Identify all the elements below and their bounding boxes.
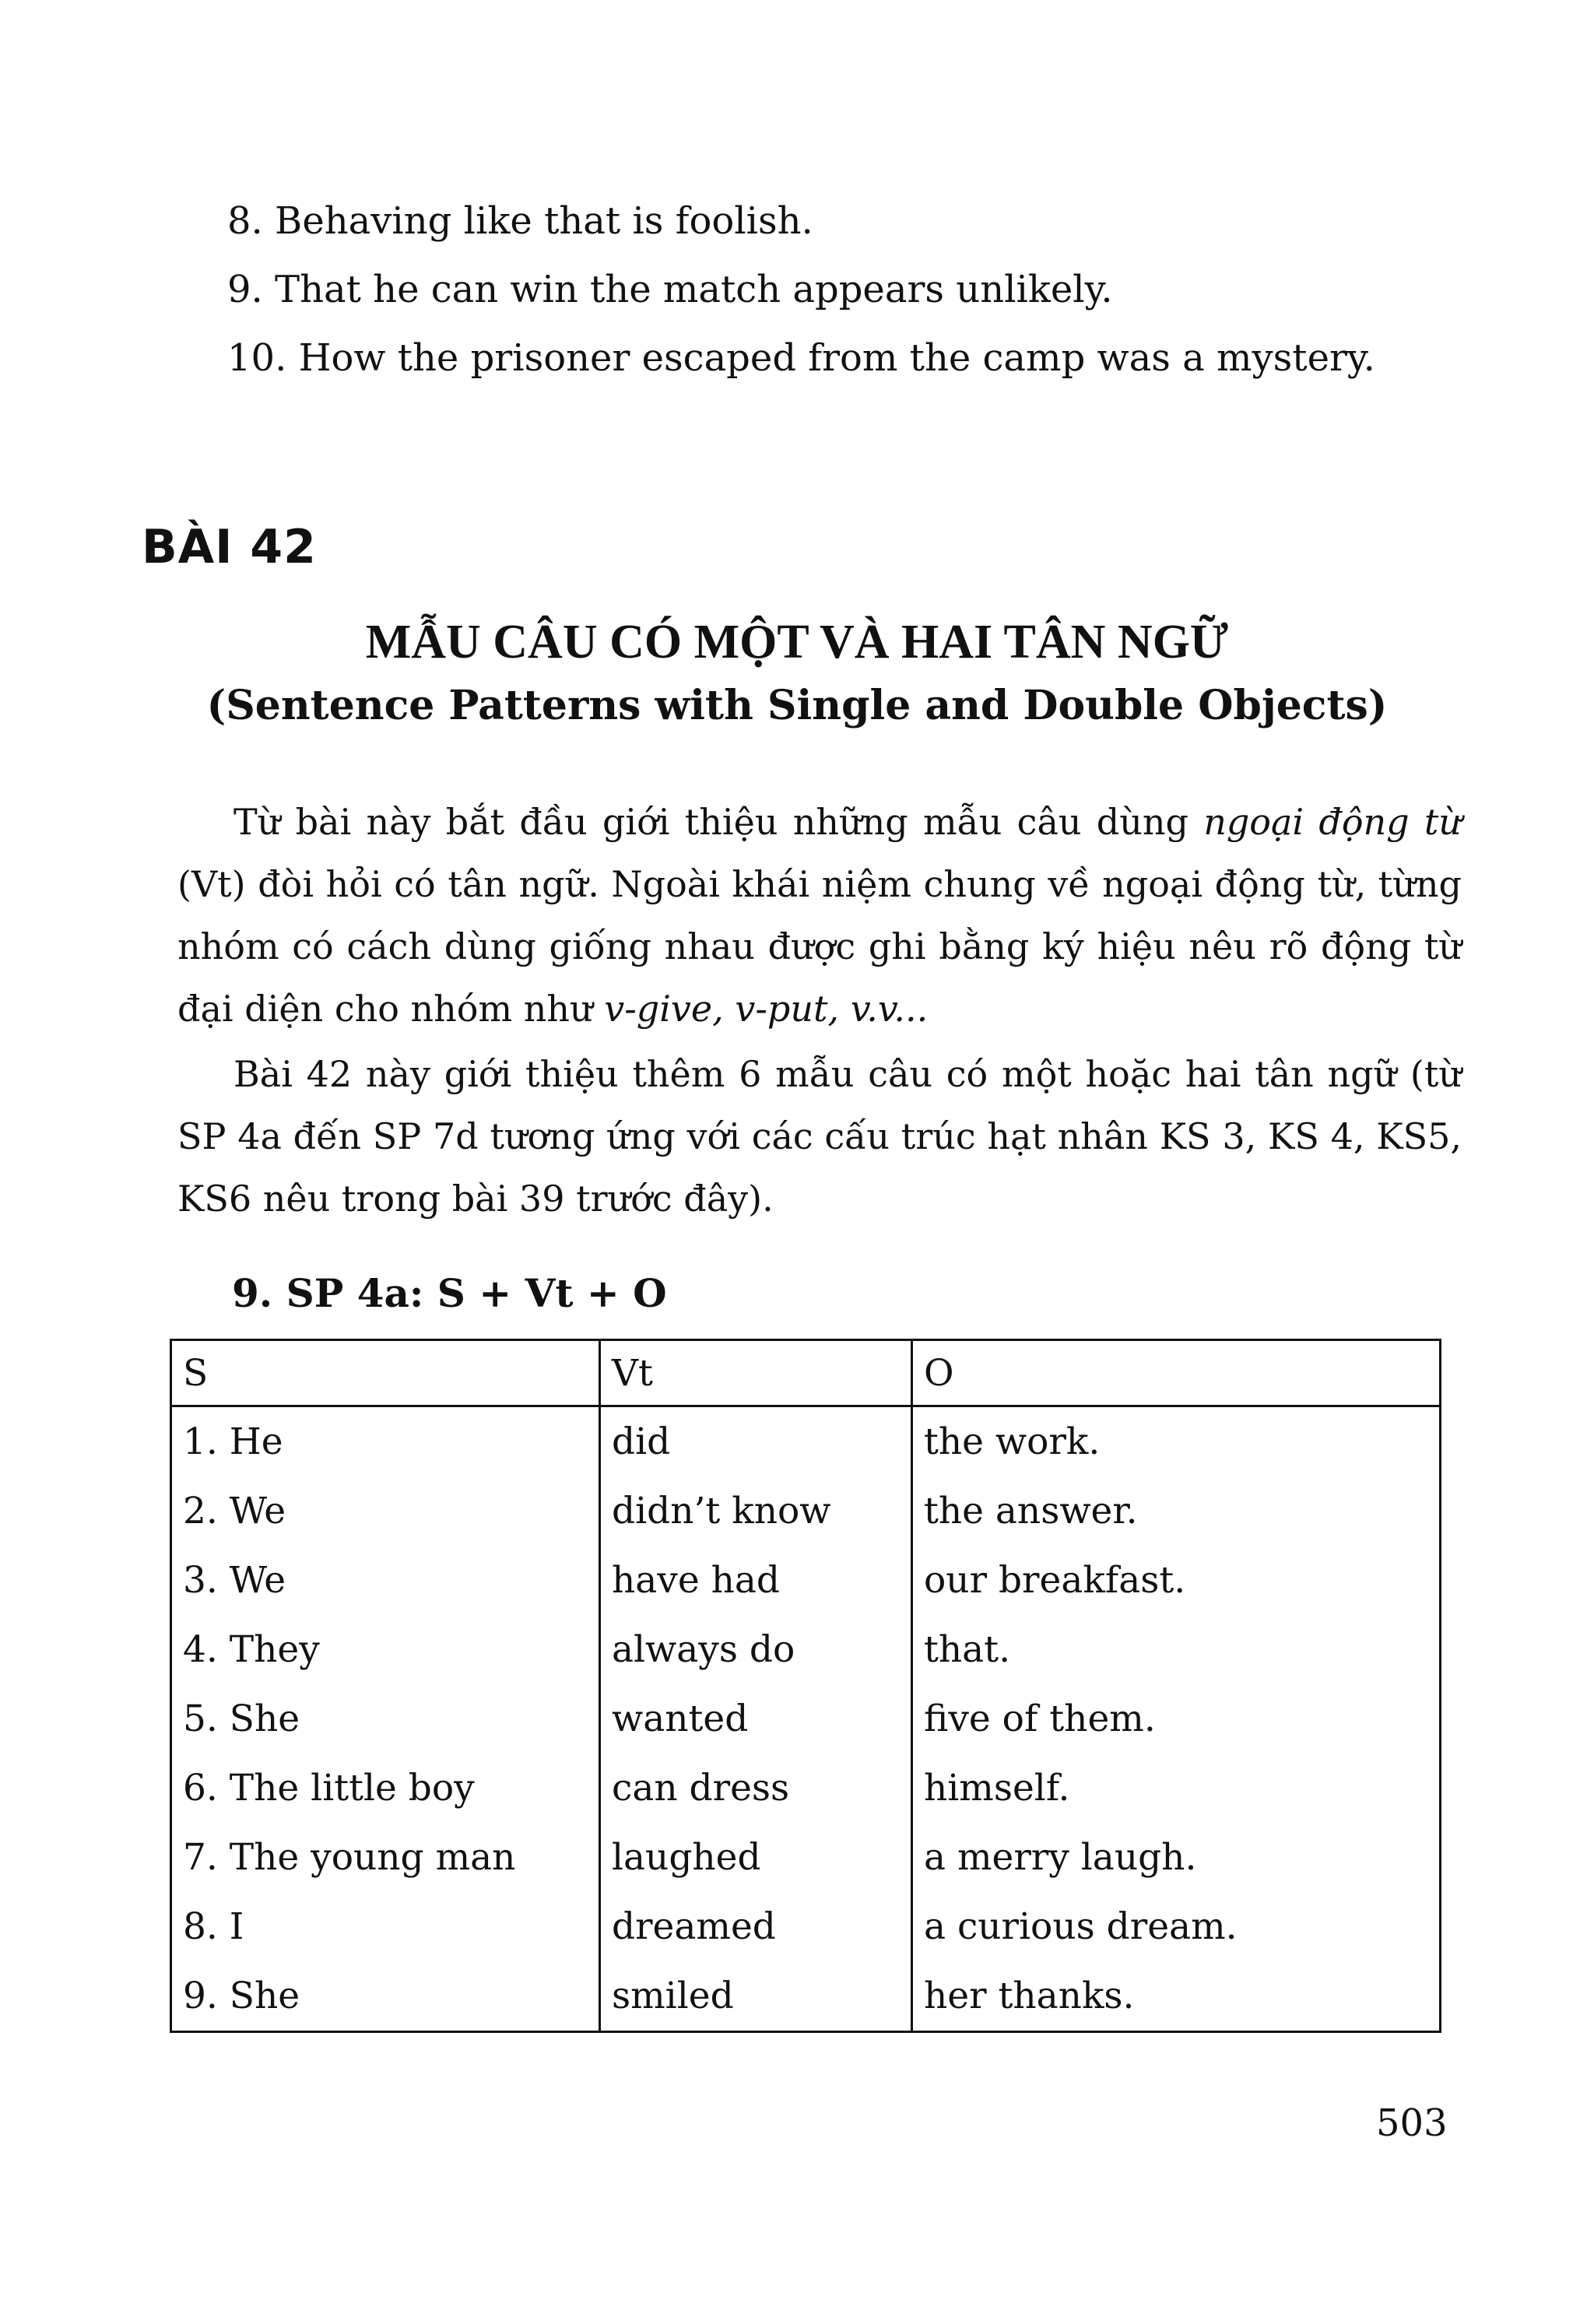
lesson-paragraph: Bài 42 này giới thiệu thêm 6 mẫu câu có một hoặc hai tân ngữ (từ SP 4a đến SP 7d tương ứng với các cấu trúc hạt nhân KS 3, KS 4, KS5, KS6 nêu trong bài 39 trước đây). [177, 1053, 1462, 1220]
cell-verb: dreamed [600, 1892, 912, 1961]
cell-subject: 3. We [171, 1546, 600, 1615]
cell-subject: 4. They [171, 1615, 600, 1684]
table-row [171, 1546, 1441, 1615]
column-header-s: S [171, 1340, 600, 1406]
term-italic: ngoại động từ [1203, 801, 1462, 843]
cell-object: the answer. [912, 1476, 1441, 1546]
previous-exercise-list [227, 187, 1375, 392]
cell-verb: smiled [600, 1961, 912, 2032]
lesson-subtitle: (Sentence Patterns with Single and Double Objects) [206, 682, 1388, 729]
cell-verb: did [600, 1406, 912, 1477]
paragraph-text: (Vt) đòi hỏi có tân ngữ. Ngoài khái niệm chung về ngoại động từ, từng nhóm có cách dùng giống nhau được ghi bằng ký hiệu nêu rõ động từ đại diện cho nhóm như [177, 863, 1462, 1030]
cell-verb: didn’t know [600, 1476, 912, 1546]
list-item: 8. Behaving like that is foolish. [227, 199, 813, 243]
intro-paragraph [177, 791, 1462, 1040]
cell-subject: 2. We [171, 1476, 600, 1546]
cell-verb: can dress [600, 1754, 912, 1823]
list-item: 10. How the prisoner escaped from the camp was a mystery. [227, 336, 1375, 380]
cell-verb: laughed [600, 1823, 912, 1892]
cell-object: a merry laugh. [912, 1823, 1441, 1892]
cell-subject: 7. The young man [171, 1823, 600, 1892]
page-number: 503 [1376, 2101, 1448, 2145]
cell-subject: 6. The little boy [171, 1754, 600, 1823]
examples-italic: v-give, v-put, v.v... [604, 988, 929, 1030]
cell-object: a curious dream. [912, 1892, 1441, 1961]
table-body [171, 1406, 1441, 2032]
cell-object: himself. [912, 1754, 1441, 1823]
cell-object: five of them. [912, 1684, 1441, 1754]
pattern-heading: 9. SP 4a: S + Vt + O [232, 1270, 667, 1316]
cell-subject: 9. She [171, 1961, 600, 2032]
cell-verb: wanted [600, 1684, 912, 1754]
table-row [171, 1823, 1441, 1892]
cell-object: our breakfast. [912, 1546, 1441, 1615]
cell-verb: always do [600, 1615, 912, 1684]
column-header-o: O [912, 1340, 1441, 1406]
table-row [171, 1961, 1441, 2032]
paragraph-text: Từ bài này bắt đầu giới thiệu những mẫu câu dùng [233, 801, 1204, 843]
table-row [171, 1892, 1441, 1961]
table-row [171, 1684, 1441, 1754]
pattern-table [170, 1339, 1441, 2033]
cell-subject: 5. She [171, 1684, 600, 1754]
table-row [171, 1754, 1441, 1823]
cell-object: her thanks. [912, 1961, 1441, 2032]
lesson-label: BÀI 42 [142, 520, 317, 574]
cell-verb: have had [600, 1546, 912, 1615]
cell-object: the work. [912, 1406, 1441, 1477]
table-row [171, 1615, 1441, 1684]
table-row [171, 1406, 1441, 1477]
cell-subject: 1. He [171, 1406, 600, 1477]
table-header-row [171, 1340, 1441, 1406]
table-row [171, 1476, 1441, 1546]
column-header-vt: Vt [600, 1340, 912, 1406]
cell-subject: 8. I [171, 1892, 600, 1961]
lesson-title: MẪU CÂU CÓ MỘT VÀ HAI TÂN NGỮ [365, 616, 1229, 669]
list-item: 9. That he can win the match appears unlikely. [227, 268, 1113, 311]
cell-object: that. [912, 1615, 1441, 1684]
